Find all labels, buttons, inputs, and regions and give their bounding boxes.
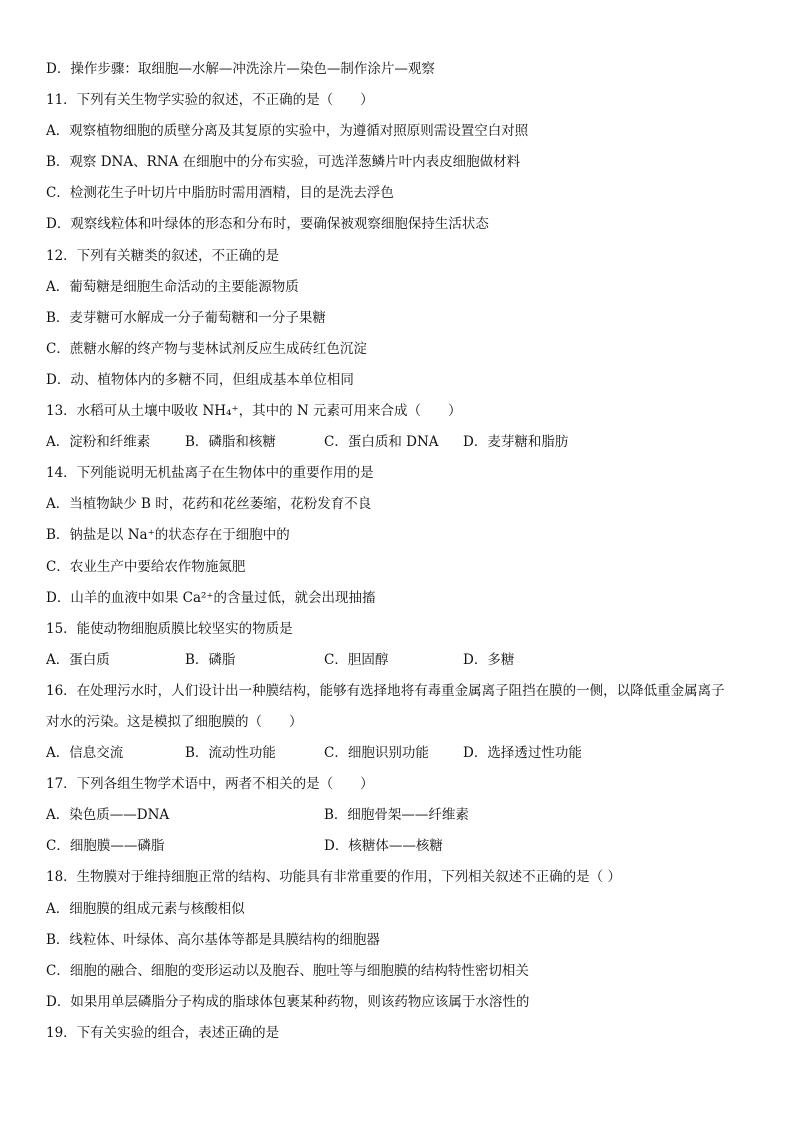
q13-stem: 13．水稻可从土壤中吸收 NH₄⁺，其中的 N 元素可用来合成（ ） [46,403,462,420]
q15-option-a: A．蛋白质 [46,651,110,668]
q13-option-c: C．蛋白质和 DNA [324,434,439,451]
q18-option-b: B．线粒体、叶绿体、高尔基体等都是具膜结构的细胞器 [46,931,380,948]
q14-option-a: A．当植物缺少 B 时，花药和花丝萎缩，花粉发育不良 [46,496,372,513]
q15-stem: 15．能使动物细胞质膜比较坚实的物质是 [46,620,293,637]
q16-options [46,738,758,769]
q13-options [46,427,758,458]
q14-option-c: C．农业生产中要给农作物施氮肥 [46,558,246,575]
q12-option-b: B．麦芽糖可水解成一分子葡萄糖和一分子果糖 [46,309,326,326]
q11-option-c: C．检测花生子叶切片中脂肪时需用酒精，目的是洗去浮色 [46,185,394,202]
q17-option-d: D．核糖体——核糖 [324,838,443,855]
q17-options-row-1 [46,800,758,831]
q13-option-d: D．麦芽糖和脂肪 [463,434,569,451]
q16-stem-line-1: 16．在处理污水时，人们设计出一种膜结构，能够有选择地将有毒重金属离子阻挡在膜的一侧，以降低重金属离子 [46,682,725,699]
q16-option-d: D．选择透过性功能 [463,745,582,762]
q12-option-c: C．蔗糖水解的终产物与斐林试剂反应生成砖红色沉淀 [46,340,367,357]
q17-option-b: B．细胞骨架——纤维素 [324,807,469,824]
q16-stem-line-2: 对水的污染。这是模拟了细胞膜的（ ） [46,713,303,730]
q10-option-d: D．操作步骤：取细胞—水解—冲洗涂片—染色—制作涂片—观察 [46,61,435,77]
q11-option-b: B．观察 DNA、RNA 在细胞中的分布实验，可选洋葱鳞片叶内表皮细胞做材料 [46,154,521,171]
q17-stem: 17．下列各组生物学术语中，两者不相关的是（ ） [46,776,374,793]
q17-options-row-2 [46,831,758,862]
q12-option-a: A．葡萄糖是细胞生命活动的主要能源物质 [46,278,299,295]
q11-option-d: D．观察线粒体和叶绿体的形态和分布时，要确保被观察细胞保持生活状态 [46,216,489,233]
q18-option-a: A．细胞膜的组成元素与核酸相似 [46,900,245,917]
q16-option-a: A．信息交流 [46,745,124,762]
q14-stem: 14．下列能说明无机盐离子在生物体中的重要作用的是 [46,465,374,482]
q13-option-b: B．磷脂和核糖 [185,434,276,451]
q12-option-d: D．动、植物体内的多糖不同，但组成基本单位相同 [46,371,354,388]
q16-option-c: C．细胞识别功能 [324,745,429,762]
q18-stem: 18．生物膜对于维持细胞正常的结构、功能具有非常重要的作用，下列相关叙述不正确的是（ ） [46,869,621,886]
q14-option-b: B．钠盐是以 Na⁺的状态存在于细胞中的 [46,527,290,544]
q18-option-c: C．细胞的融合、细胞的变形运动以及胞吞、胞吐等与细胞膜的结构特性密切相关 [46,962,529,979]
q18-option-d: D．如果用单层磷脂分子构成的脂球体包裹某种药物，则该药物应该属于水溶性的 [46,993,530,1010]
q17-option-a: A．染色质——DNA [46,807,170,824]
document-page [46,54,758,1049]
q11-stem: 11．下列有关生物学实验的叙述，不正确的是（ ） [46,92,374,109]
q19-stem: 19．下有关实验的组合，表述正确的是 [46,1024,280,1041]
q15-option-d: D．多糖 [463,651,515,668]
q15-option-b: B．磷脂 [185,651,236,668]
q15-option-c: C．胆固醇 [324,651,389,668]
q11-option-a: A．观察植物细胞的质壁分离及其复原的实验中，为遵循对照原则需设置空白对照 [46,123,529,140]
q16-option-b: B．流动性功能 [185,745,276,762]
q12-stem: 12．下列有关糖类的叙述，不正确的是 [46,247,280,264]
q17-option-c: C．细胞膜——磷脂 [46,838,165,855]
q14-option-d: D．山羊的血液中如果 Ca²⁺的含量过低，就会出现抽搐 [46,589,376,606]
q13-option-a: A．淀粉和纤维素 [46,434,151,451]
q15-options [46,645,758,676]
